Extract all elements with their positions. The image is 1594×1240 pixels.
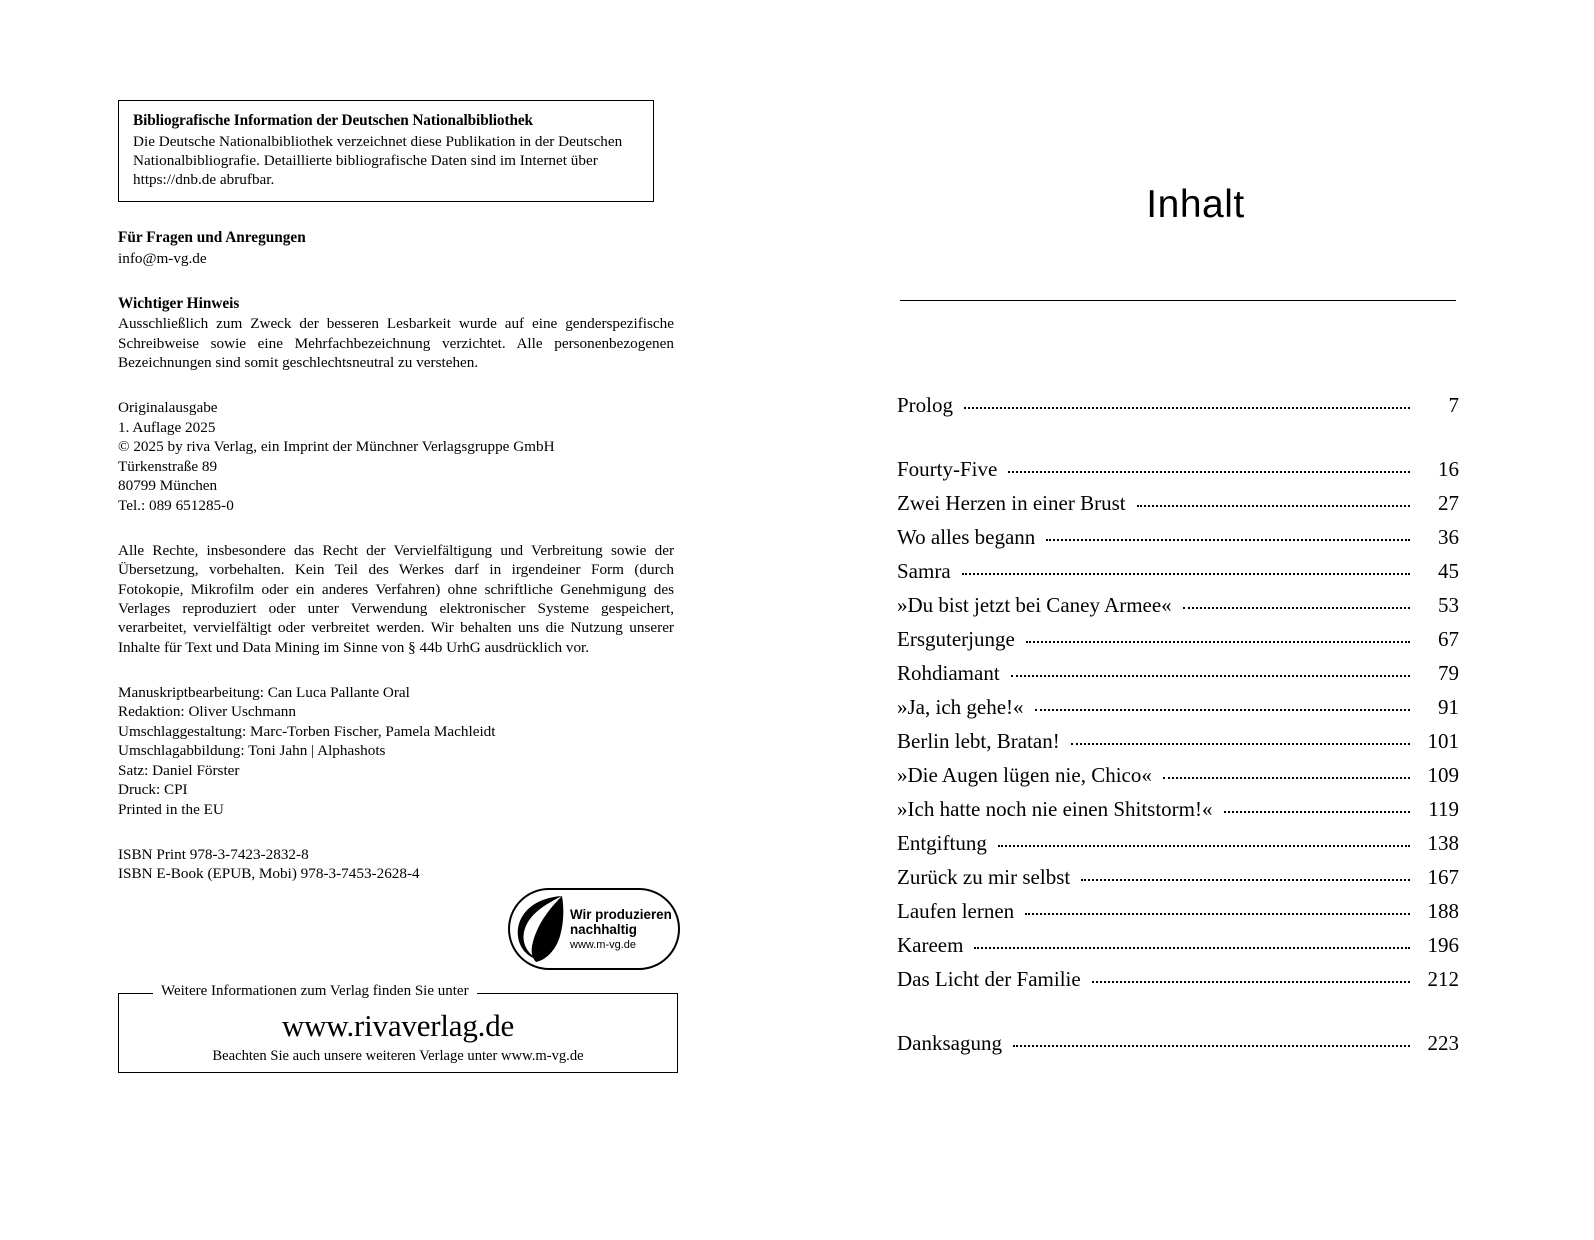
credits-line-1: Manuskriptbearbeitung: Can Luca Pallante Oral (118, 683, 410, 701)
toc-entry-page: 16 (1438, 457, 1459, 481)
toc-entry-page: 36 (1438, 525, 1459, 549)
edition-block (118, 398, 678, 515)
toc-entry-label: »Ja, ich gehe!« (897, 695, 1024, 719)
toc-leader-dots (1137, 505, 1410, 507)
toc-leader-dots (1163, 777, 1410, 779)
credits-line-4: Umschlagabbildung: Toni Jahn | Alphashots (118, 742, 386, 760)
toc-leader-dots (1224, 811, 1410, 813)
toc-entry-label: Laufen lernen (897, 899, 1015, 923)
toc-entry[interactable] (897, 629, 1459, 663)
publisher-box-legend: Weitere Informationen zum Verlag finden Sie unter (153, 983, 477, 1000)
edition-line-2: 1. Auflage 2025 (118, 418, 216, 436)
toc-leader-dots (962, 573, 1410, 575)
edition-line-5: 80799 München (118, 477, 218, 495)
toc-spacer (897, 1003, 1459, 1033)
toc-entry-label: Zwei Herzen in einer Brust (897, 491, 1126, 515)
toc-leader-dots (1013, 1045, 1410, 1047)
credits-line-7: Printed in the EU (118, 800, 224, 818)
edition-line-1: Originalausgabe (118, 399, 218, 417)
toc-leader-dots (1008, 471, 1410, 473)
toc-entry-page: 212 (1427, 967, 1459, 991)
toc-leader-dots (1011, 675, 1410, 677)
toc-entry[interactable] (897, 799, 1459, 833)
toc-list (897, 395, 1459, 1067)
credits-line-6: Druck: CPI (118, 781, 188, 799)
toc-entry-page: 109 (1427, 763, 1459, 787)
dnb-text: Die Deutsche Nationalbibliothek verzeichnet diese Publikation in der Deutschen Nationalbibliografie. Detaillierte bibliografische Daten sind im Internet über https://dnb.de abrufbar. (133, 132, 623, 188)
toc-entry-label: Fourty-Five (897, 457, 998, 481)
toc-entry[interactable] (897, 493, 1459, 527)
publisher-subtext: Beachten Sie auch unsere weiteren Verlage unter www.m-vg.de (212, 1048, 584, 1064)
toc-entry[interactable] (897, 561, 1459, 595)
toc-entry-label: »Ich hatte noch nie einen Shitstorm!« (897, 797, 1213, 821)
toc-entry-label: Das Licht der Familie (897, 967, 1081, 991)
edition-line-4: Türkenstraße 89 (118, 457, 218, 475)
credits-line-3: Umschlaggestaltung: Marc-Torben Fischer, Pamela Machleidt (118, 722, 496, 740)
toc-entry-page: 119 (1428, 797, 1459, 821)
seal-line-3: www.m-vg.de (570, 938, 637, 951)
edition-line-3: © 2025 by riva Verlag, ein Imprint der Münchner Verlagsgruppe GmbH (118, 438, 555, 456)
sustainability-seal (508, 888, 680, 970)
toc-entry[interactable] (897, 395, 1459, 429)
contact-heading: Für Fragen und Anregungen (118, 229, 306, 246)
toc-leader-dots (1026, 641, 1410, 643)
notice-text: Ausschließlich zum Zweck der besseren Lesbarkeit wurde auf eine genderspezifische Schreibweise sowie eine Mehrfachbezeichnung verzichtet. Alle personenbezogenen Bezeichnungen sind somit geschlechtsneutral zu verstehen. (118, 315, 674, 372)
rights-block (118, 541, 678, 657)
seal-text (568, 907, 672, 951)
toc-divider (900, 300, 1456, 301)
toc-leader-dots (1183, 607, 1410, 609)
publisher-info-box (118, 983, 678, 1073)
toc-entry-page: 101 (1427, 729, 1459, 753)
toc-entry[interactable] (897, 867, 1459, 901)
contact-email: info@m-vg.de (118, 249, 207, 267)
seal-line-2: nachhaltig (570, 921, 637, 937)
toc-entry-label: »Die Augen lügen nie, Chico« (897, 763, 1152, 787)
toc-entry[interactable] (897, 901, 1459, 935)
toc-entry[interactable] (897, 697, 1459, 731)
toc-entry-label: Kareem (897, 933, 964, 957)
edition-line-6: Tel.: 089 651285-0 (118, 496, 234, 514)
toc-entry-page: 223 (1427, 1031, 1459, 1055)
toc-entry-page: 67 (1438, 627, 1459, 651)
toc-leader-dots (1046, 539, 1410, 541)
credits-line-2: Redaktion: Oliver Uschmann (118, 703, 296, 721)
toc-entry-page: 79 (1438, 661, 1459, 685)
toc-leader-dots (1025, 913, 1410, 915)
table-of-contents-page (797, 0, 1594, 1240)
toc-entry-page: 188 (1427, 899, 1459, 923)
toc-entry[interactable] (897, 1033, 1459, 1067)
toc-leader-dots (1035, 709, 1410, 711)
toc-entry[interactable] (897, 765, 1459, 799)
toc-entry[interactable] (897, 663, 1459, 697)
page-title: Inhalt (1146, 183, 1245, 226)
toc-entry[interactable] (897, 459, 1459, 493)
toc-entry[interactable] (897, 969, 1459, 1003)
toc-entry-label: Entgiftung (897, 831, 987, 855)
toc-entry-page: 7 (1448, 393, 1459, 417)
toc-entry-label: Wo alles begann (897, 525, 1036, 549)
toc-leader-dots (974, 947, 1410, 949)
isbn-print: ISBN Print 978-3-7423-2832-8 (118, 846, 309, 864)
toc-entry-page: 196 (1427, 933, 1459, 957)
seal-line-1: Wir produzieren (570, 906, 672, 922)
toc-entry-page: 167 (1427, 865, 1459, 889)
toc-entry-label: Rohdiamant (897, 661, 1000, 685)
imprint-content (118, 100, 678, 884)
toc-entry-label: »Du bist jetzt bei Caney Armee« (897, 593, 1172, 617)
toc-entry-page: 53 (1438, 593, 1459, 617)
toc-entry[interactable] (897, 833, 1459, 867)
toc-leader-dots (1071, 743, 1410, 745)
notice-block (118, 294, 678, 372)
toc-entry-page: 138 (1427, 831, 1459, 855)
toc-entry-page: 27 (1438, 491, 1459, 515)
leaf-icon (512, 890, 568, 968)
toc-entry-label: Ersguterjunge (897, 627, 1015, 651)
isbn-block (118, 845, 678, 884)
toc-entry[interactable] (897, 731, 1459, 765)
dnb-title: Bibliografische Information der Deutschen Nationalbibliothek (133, 112, 533, 129)
toc-entry[interactable] (897, 595, 1459, 629)
rights-text: Alle Rechte, insbesondere das Recht der Vervielfältigung und Verbreitung sowie der Übersetzung, vorbehalten. Kein Teil des Werkes darf in irgendeiner Form (durch Fotokopie, Mikrofilm oder ein anderes Verfahren) ohne schriftliche Genehmigung des Verlages reproduziert oder unter Verwendung elektronischer Systeme gespeichert, verarbeitet, vervielfältigt oder verbreitet werden. Wir behalten uns die Nutzung unserer Inhalte für Text und Data Mining im Sinne von § 44b UrhG ausdrücklich vor. (118, 542, 674, 656)
credits-block (118, 683, 678, 819)
toc-leader-dots (1081, 879, 1410, 881)
contact-block (118, 228, 678, 268)
publisher-url[interactable]: www.rivaverlag.de (281, 1008, 515, 1043)
toc-entry-page: 91 (1438, 695, 1459, 719)
toc-leader-dots (964, 407, 1410, 409)
toc-entry-label: Zurück zu mir selbst (897, 865, 1071, 889)
toc-entry-label: Prolog (897, 393, 954, 417)
credits-line-5: Satz: Daniel Förster (118, 761, 240, 779)
toc-entry-label: Samra (897, 559, 951, 583)
toc-entry-label: Berlin lebt, Bratan! (897, 729, 1060, 753)
toc-entry-label: Danksagung (897, 1031, 1002, 1055)
notice-heading: Wichtiger Hinweis (118, 294, 240, 312)
toc-spacer (897, 429, 1459, 459)
toc-leader-dots (1092, 981, 1410, 983)
dnb-notice-box (118, 100, 654, 202)
toc-entry[interactable] (897, 527, 1459, 561)
isbn-ebook: ISBN E-Book (EPUB, Mobi) 978-3-7453-2628-4 (118, 865, 420, 883)
toc-leader-dots (998, 845, 1410, 847)
toc-entry-page: 45 (1438, 559, 1459, 583)
toc-entry[interactable] (897, 935, 1459, 969)
